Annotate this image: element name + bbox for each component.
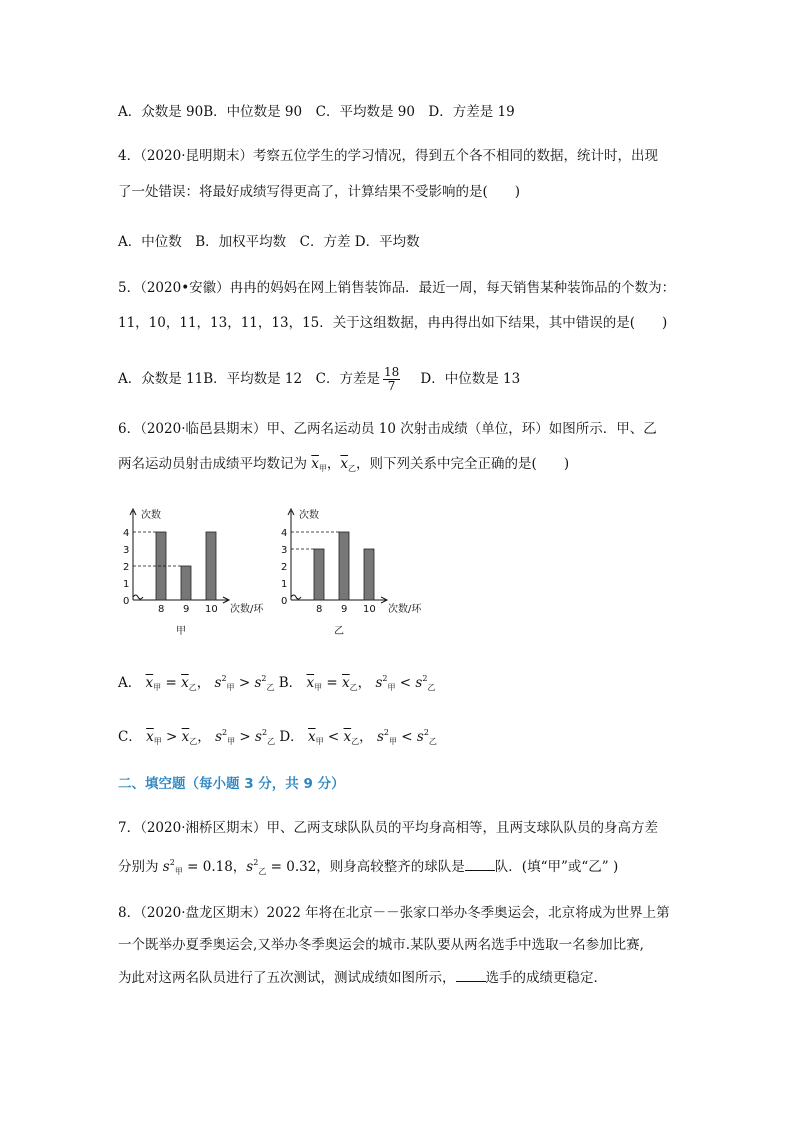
chart-jia-bar-10 xyxy=(206,532,216,600)
yi-subscript: 乙 xyxy=(349,683,358,692)
q7-variance-yi: = 0.32 xyxy=(270,859,317,875)
s-symbol: s xyxy=(215,729,223,745)
jia-subscript: 甲 xyxy=(226,683,235,692)
chart-jia-y-tick-label-0: 0 xyxy=(123,596,130,607)
yi-subscript: 乙 xyxy=(258,867,267,876)
square-superscript: 2 xyxy=(422,674,428,683)
x-symbol: $\overline{x}$ xyxy=(307,729,316,745)
q6-stem-line1: 6．（2020·临邑县期末）甲、乙两名运动员 10 次射击成绩（单位，环）如图所示．甲、乙 xyxy=(118,421,657,437)
x-symbol: $\overline{x}$ xyxy=(181,675,189,691)
s-symbol: s xyxy=(415,675,423,691)
q7-variance-jia: = 0.18 xyxy=(187,859,233,875)
q8-answer-blank[interactable] xyxy=(456,967,486,982)
q5-fraction xyxy=(383,366,400,393)
yi-subscript: 乙 xyxy=(351,737,360,746)
chart-yi-y-tick-label-4: 4 xyxy=(281,528,288,539)
x-symbol: $\overline{x}$ xyxy=(343,729,352,745)
square-superscript: 2 xyxy=(383,728,389,737)
jia-subscript: 甲 xyxy=(315,737,324,746)
square-superscript: 2 xyxy=(222,728,228,737)
x-symbol: $\overline{x}$ xyxy=(340,456,349,472)
chart-jia-x-tick-label-9: 9 xyxy=(183,604,190,615)
square-superscript: 2 xyxy=(253,858,259,867)
q4-stem-line1: 4．（2020·昆明期末）考察五位学生的学习情况，得到五个各不相同的数据，统计时，出现 xyxy=(118,148,658,164)
q6-option-b-label: B． xyxy=(278,675,303,691)
q5-stem-line2: 11，10，11，13，11，13，15．关于这组数据，冉冉得出如下结果，其中错误的是( ) xyxy=(118,315,668,331)
q5-options-a-c: A．众数是 11B．平均数是 12 C．方差是 xyxy=(118,371,380,387)
jia-subscript: 甲 xyxy=(388,737,397,746)
q6-options-cd: C． $\overline{x}_甲 > \overline{x}_乙$， $s^2_甲 > s^2_乙$ D． $\overline{x}_甲 < \overline{x}_乙$， $s^2_甲 < s^2_乙$ xyxy=(118,728,437,746)
q8-stem-line1: 8．（2020·盘龙区期末）2022 年将在北京－－张家口举办冬季奥运会，北京将成为世界上第 xyxy=(118,905,670,921)
chart-jia-x-tick-label-10: 10 xyxy=(205,604,218,615)
chart-jia-caption: 甲 xyxy=(176,626,186,637)
jia-subscript: 甲 xyxy=(314,683,323,692)
q7-stem-line2-c: 队．(填“甲”或“乙” ) xyxy=(494,859,619,875)
yi-subscript: 乙 xyxy=(427,683,436,692)
chart-yi xyxy=(276,505,446,640)
chart-jia-y-tick-label-4: 4 xyxy=(123,528,130,539)
q5-options xyxy=(118,366,520,393)
q4-stem-line2: 了一处错误：将最好成绩写得更高了，计算结果不受影响的是( ) xyxy=(118,184,521,200)
q8-stem-line2: 一个既举办夏季奥运会,又举办冬季奥运会的城市.某队要从两名选手中选取一名参加比赛, xyxy=(118,937,644,953)
chart-yi-bar-9 xyxy=(339,532,349,600)
x-symbol: $\overline{x}$ xyxy=(311,456,319,472)
x-symbol: $\overline{x}$ xyxy=(342,675,350,691)
q6-options-ab: A． $\overline{x}_甲 = \overline{x}_乙$， $s^2_甲 > s^2_乙$ B． $\overline{x}_甲 = \overline{x}_乙$， $s^2_甲 < s^2_乙$ xyxy=(118,674,436,692)
yi-subscript: 乙 xyxy=(428,737,437,746)
chart-jia-y-tick-label-3: 3 xyxy=(123,545,130,556)
chart-yi-bar-8 xyxy=(314,549,324,600)
q7-answer-blank[interactable] xyxy=(465,856,495,871)
q6-option-d-label: D． xyxy=(279,729,304,745)
q5-stem-line1: 5．（2020•安徽）冉冉的妈妈在网上销售装饰品．最近一周，每天销售某种装饰品的个数为： xyxy=(118,280,676,296)
s-symbol: s xyxy=(162,859,170,875)
q7-stem-line2-a: 分别为 xyxy=(118,859,159,875)
chart-jia xyxy=(118,505,278,640)
section-heading-fill-in: 二、填空题（每小题 3 分，共 9 分） xyxy=(118,776,345,792)
q7-stem-line2-b: ，则身高较整齐的球队是 xyxy=(316,859,465,875)
chart-yi-axis-break xyxy=(291,595,301,599)
square-superscript: 2 xyxy=(261,674,267,683)
chart-yi-caption: 乙 xyxy=(334,626,344,637)
q4-options: A．中位数 B．加权平均数 C．方差 D．平均数 xyxy=(118,234,420,250)
x-symbol: $\overline{x}$ xyxy=(181,729,190,745)
q6-option-a-label: A． xyxy=(118,675,142,691)
chart-jia-x-label: 次数/环 xyxy=(230,604,264,615)
yi-subscript: 乙 xyxy=(189,737,198,746)
x-symbol: $\overline{x}$ xyxy=(146,729,154,745)
square-superscript: 2 xyxy=(382,674,388,683)
q5-fraction-denominator: 7 xyxy=(387,379,396,393)
q8-stem-line3-b: 选手的成绩更稳定． xyxy=(485,970,607,986)
yi-subscript: 乙 xyxy=(267,737,276,746)
chart-yi-x-tick-label-9: 9 xyxy=(341,604,348,615)
q8-stem-line3-a: 为此对这两名队员进行了五次测试，测试成绩如图所示， xyxy=(118,970,456,986)
square-superscript: 2 xyxy=(221,674,227,683)
s-symbol: s xyxy=(255,729,262,745)
chart-yi-y-label: 次数 xyxy=(299,510,319,521)
chart-yi-y-tick-label-3: 3 xyxy=(281,545,288,556)
q7-stem-line2: 分别为 $s^2_甲 = 0.18$，$s^2_乙 = 0.32$，则身高较整齐的球队是 队．(填“甲”或“乙” ) xyxy=(118,858,619,876)
chart-jia-axis-break xyxy=(133,595,143,599)
xbar-yi xyxy=(340,456,356,472)
square-superscript: 2 xyxy=(261,728,268,737)
chart-yi-y-tick-label-0: 0 xyxy=(281,596,288,607)
q3-options: A．众数是 90B．中位数是 90 C．平均数是 90 D．方差是 19 xyxy=(118,104,515,120)
chart-jia-y-label: 次数 xyxy=(141,510,161,521)
chart-yi-bar-10 xyxy=(364,549,374,600)
jia-subscript: 甲 xyxy=(153,737,162,746)
xbar-jia xyxy=(311,456,327,472)
yi-subscript: 乙 xyxy=(266,683,275,692)
x-symbol: $\overline{x}$ xyxy=(145,675,154,691)
x-symbol: $\overline{x}$ xyxy=(306,675,315,691)
s-symbol: s xyxy=(214,675,222,691)
chart-jia-bar-9 xyxy=(181,566,191,600)
q6-stem-line2-b: ，则下列关系中完全正确的是( ) xyxy=(356,456,570,472)
s-symbol: s xyxy=(416,729,424,745)
jia-subscript: 甲 xyxy=(174,867,183,876)
chart-yi-x-tick-label-8: 8 xyxy=(316,604,323,615)
jia-subscript: 甲 xyxy=(227,737,236,746)
chart-yi-x-tick-label-10: 10 xyxy=(363,604,376,615)
q6-stem-line2-a: 两名运动员射击成绩平均数记为 xyxy=(118,456,307,472)
yi-subscript: 乙 xyxy=(348,464,357,473)
q6-stem-line2: 两名运动员射击成绩平均数记为 $\overline{x}_甲$，$\overline{x}_乙$，则下列关系中完全正确的是( ) xyxy=(118,456,570,473)
jia-subscript: 甲 xyxy=(318,464,327,473)
s-symbol: s xyxy=(375,675,383,691)
chart-jia-x-tick-label-8: 8 xyxy=(158,604,165,615)
chart-yi-y-tick-label-2: 2 xyxy=(281,562,288,573)
chart-jia-y-tick-label-2: 2 xyxy=(123,562,130,573)
q8-stem-line3 xyxy=(118,967,607,988)
jia-subscript: 甲 xyxy=(153,683,162,692)
chart-yi-y-tick-label-1: 1 xyxy=(281,579,288,590)
chart-jia-y-tick-label-1: 1 xyxy=(123,579,130,590)
s-symbol: s xyxy=(376,729,384,745)
q6-option-c-label: C． xyxy=(118,729,142,745)
q5-fraction-numerator: 18 xyxy=(383,365,400,379)
square-superscript: 2 xyxy=(169,858,175,867)
jia-subscript: 甲 xyxy=(387,683,396,692)
q7-stem-line1: 7．（2020·湘桥区期末）甲、乙两支球队队员的平均身高相等，且两支球队队员的身高方差 xyxy=(118,820,658,836)
chart-yi-x-label: 次数/环 xyxy=(388,604,422,615)
square-superscript: 2 xyxy=(423,728,429,737)
s-symbol: s xyxy=(254,675,262,691)
s-symbol: s xyxy=(246,859,254,875)
q5-option-d: D．中位数是 13 xyxy=(420,371,521,387)
yi-subscript: 乙 xyxy=(188,683,197,692)
